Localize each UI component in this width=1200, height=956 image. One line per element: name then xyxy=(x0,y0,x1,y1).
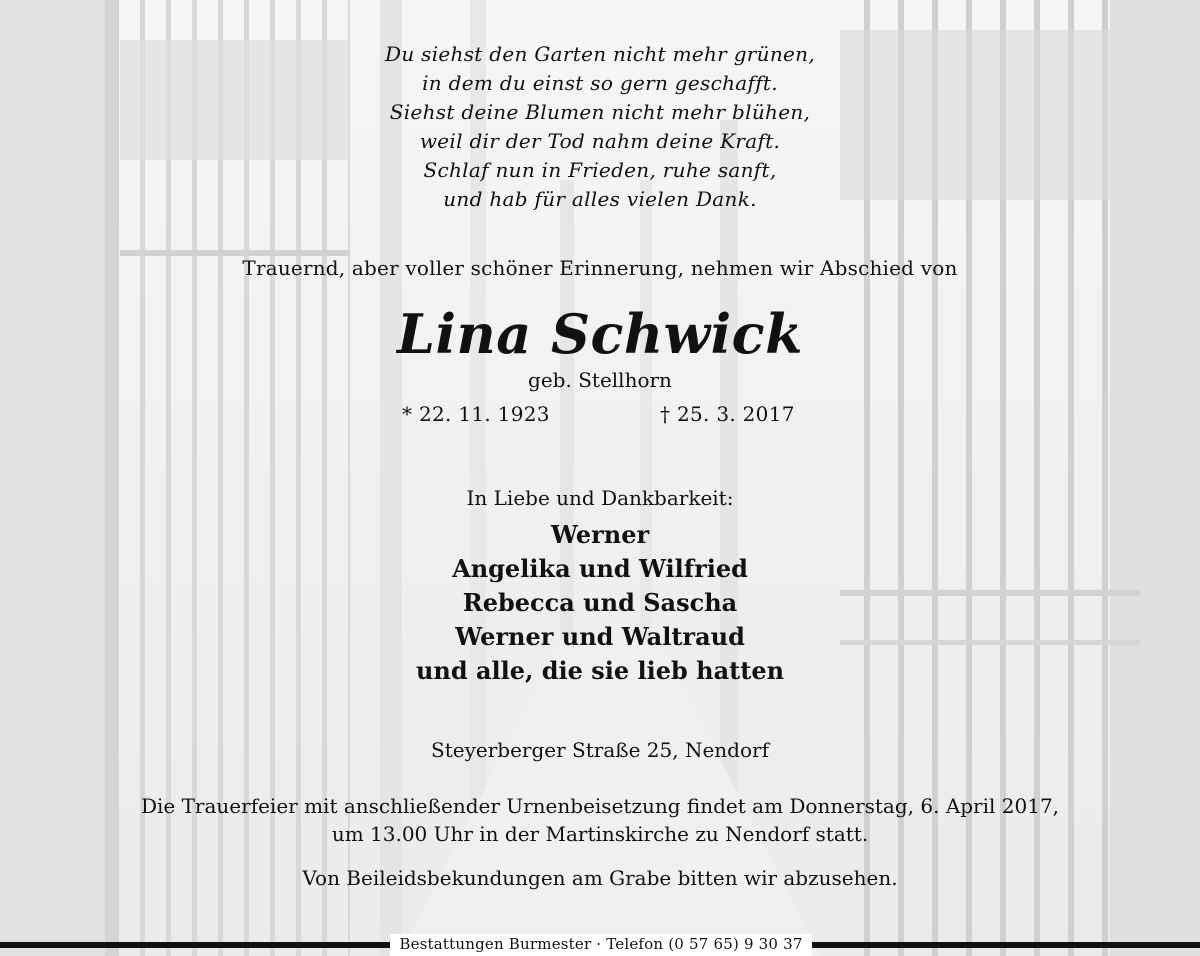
poem-line: in dem du einst so gern geschafft. xyxy=(422,71,778,95)
condolence-note: Von Beileidsbekundungen am Grabe bitten wir abzusehen. xyxy=(302,866,898,890)
mourner-name: Angelika und Wilfried xyxy=(452,554,748,583)
birth-date: * 22. 11. 1923 xyxy=(402,402,550,426)
poem-line: Du siehst den Garten nicht mehr grünen, xyxy=(384,42,815,66)
mourner-name: Werner xyxy=(550,520,650,549)
footer-bar xyxy=(0,934,1200,956)
mourner-name: Rebecca und Sascha xyxy=(462,588,738,617)
funeral-home-credit: Bestattungen Burmester · Telefon (0 57 65) 9 30 37 xyxy=(390,934,812,956)
deceased-name: Lina Schwick xyxy=(397,302,803,366)
poem-line: Siehst deine Blumen nicht mehr blühen, xyxy=(389,100,811,124)
service-line: Die Trauerfeier mit anschließender Urnenbeisetzung findet am Donnerstag, 6. April 2017, xyxy=(140,794,1060,818)
intro-text: Trauernd, aber voller schöner Erinnerung, nehmen wir Abschied von xyxy=(242,256,958,280)
mourner-name: Werner und Waltraud xyxy=(455,622,745,651)
family-address: Steyerberger Straße 25, Nendorf xyxy=(431,738,769,762)
poem-line: weil dir der Tod nahm deine Kraft. xyxy=(419,129,781,153)
mourner-name: und alle, die sie lieb hatten xyxy=(415,656,785,685)
mourners-list xyxy=(0,518,1200,688)
maiden-name: geb. Stellhorn xyxy=(528,368,672,392)
service-line: um 13.00 Uhr in der Martinskirche zu Nendorf statt. xyxy=(331,822,869,846)
mourners-heading: In Liebe und Dankbarkeit: xyxy=(466,486,734,510)
poem-line: und hab für alles vielen Dank. xyxy=(443,187,757,211)
death-date: † 25. 3. 2017 xyxy=(660,402,795,426)
poem-line: Schlaf nun in Frieden, ruhe sanft, xyxy=(423,158,777,182)
memorial-poem xyxy=(0,40,1200,214)
funeral-service-info xyxy=(0,792,1200,848)
